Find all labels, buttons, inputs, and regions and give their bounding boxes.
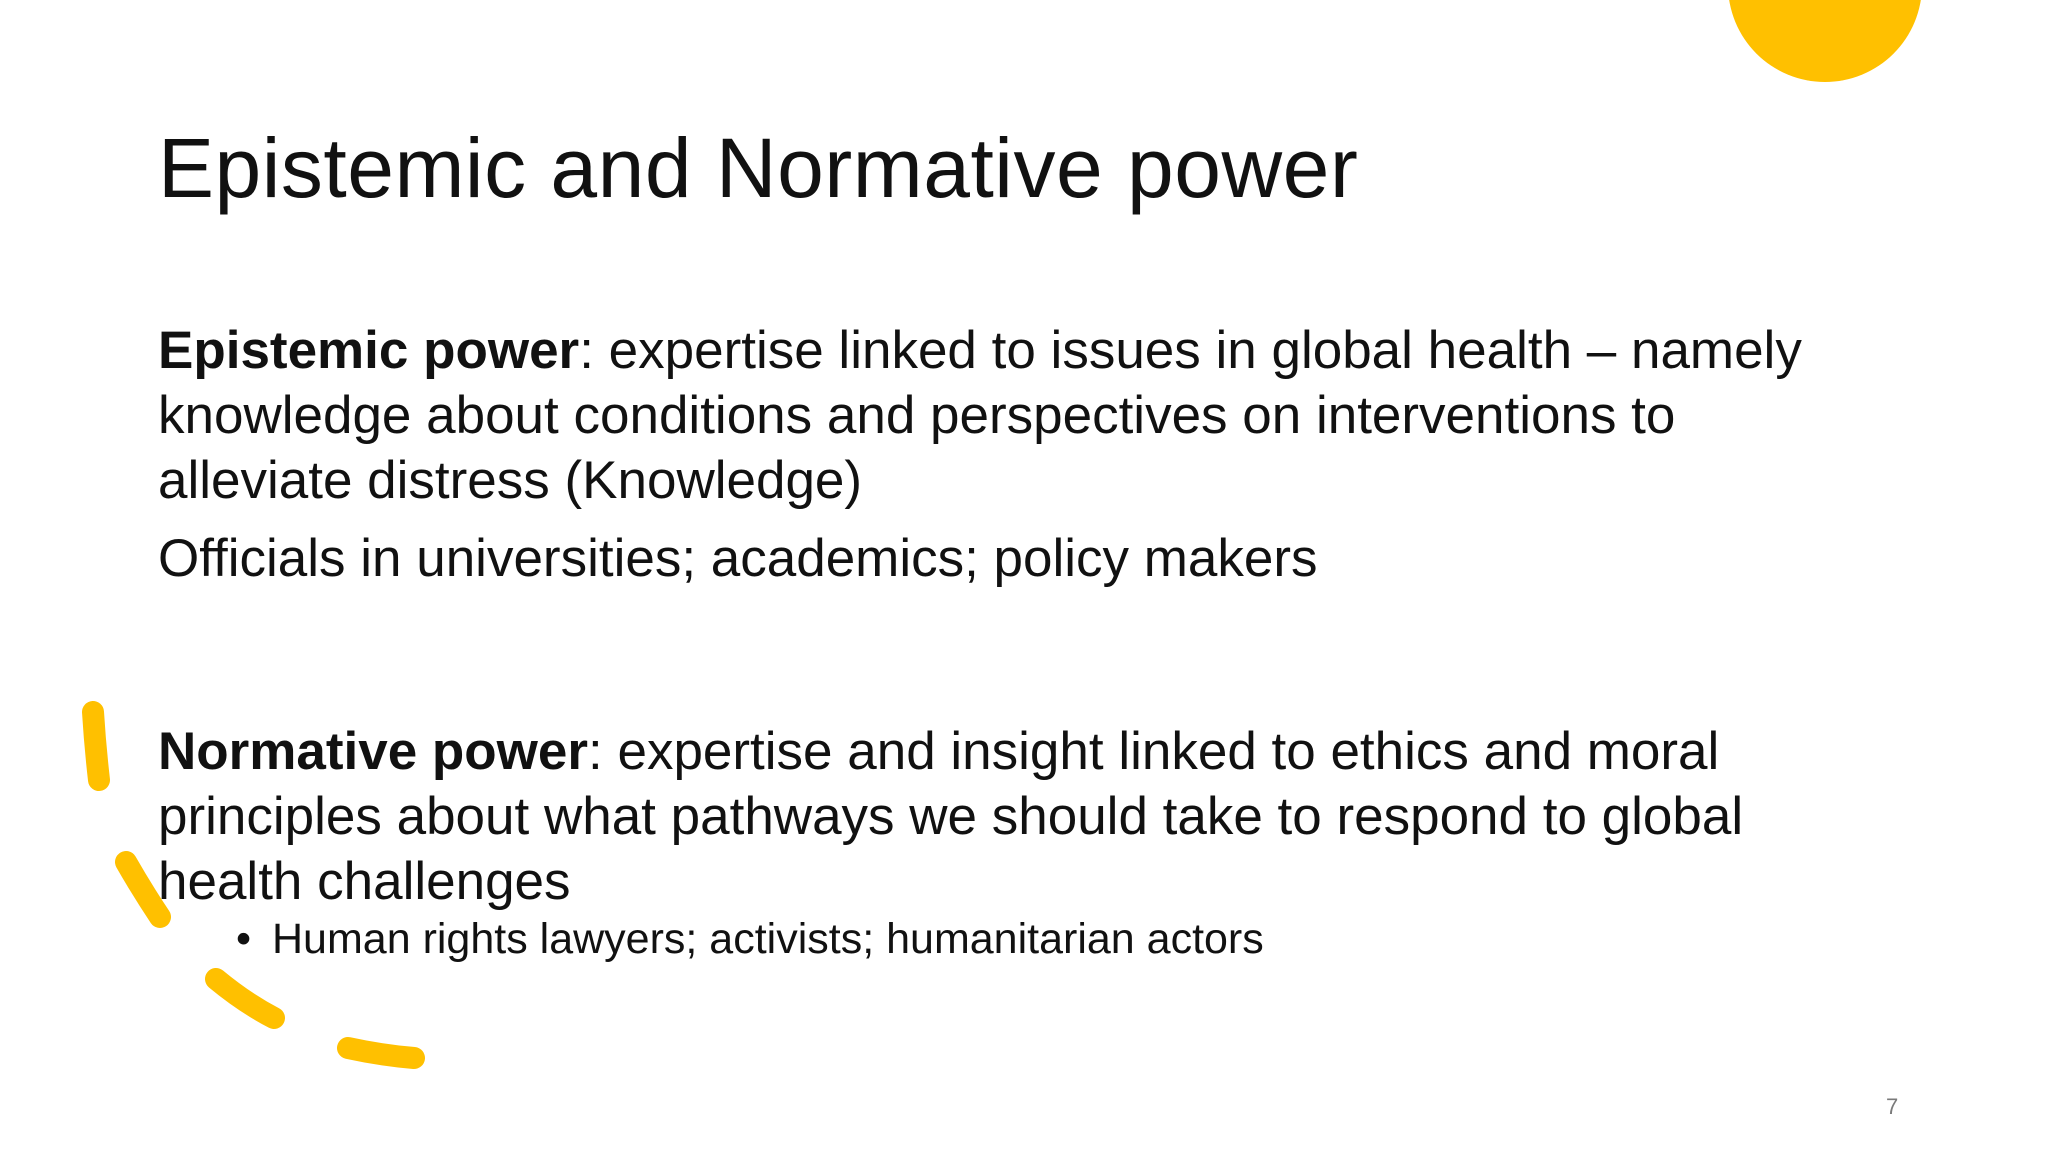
epistemic-actors-line: Officials in universities; academics; policy makers [158, 529, 1318, 588]
decorative-yellow-circle [1728, 0, 1922, 82]
epistemic-power-term: Epistemic power [158, 321, 580, 380]
dash-segment [93, 712, 99, 780]
epistemic-power-paragraph [158, 318, 1858, 513]
slide-title: Epistemic and Normative power [158, 121, 1359, 215]
dash-segment [216, 979, 274, 1018]
normative-power-definition: : expertise and insight linked to ethics and moral principles about what pathways we should take to respond to global health challenges [158, 722, 1744, 911]
dash-segment [126, 862, 160, 917]
slide-number: 7 [1886, 1094, 1899, 1119]
dash-segment [348, 1048, 414, 1058]
bullet-dot-icon: • [236, 915, 252, 963]
normative-power-paragraph [158, 719, 1858, 914]
normative-power-term: Normative power [158, 722, 589, 781]
bullet-item [236, 911, 1264, 967]
epistemic-power-definition: : expertise linked to issues in global health – namely knowledge about conditions and perspectives on interventions to alleviate distress (Knowledge) [158, 321, 1802, 510]
bullet-text: Human rights lawyers; activists; humanitarian actors [272, 915, 1264, 963]
